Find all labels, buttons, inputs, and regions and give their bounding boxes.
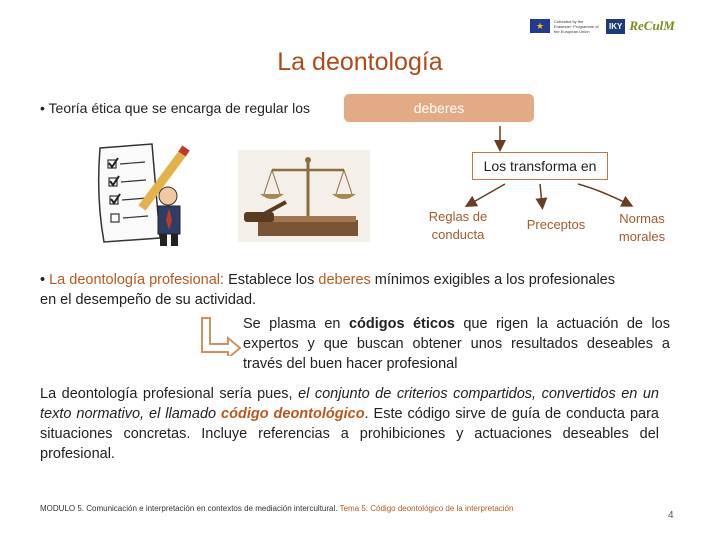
leaf-reglas-line2: conducta [431,227,485,242]
leaf-normas-line2: morales [618,229,666,244]
bullet-dot-2: • [40,272,50,288]
summary-code: código deontológico [221,406,365,422]
leaf-reglas-line1: Reglas de [428,209,488,224]
footer-module: MODULO 5. Comunicación e interpretación en contextos de mediación intercultural. [40,504,340,513]
bullet-profesional-post: mínimos exigibles a los profesionales [370,272,615,288]
iky-logo: IKY [606,19,625,34]
summary-paragraph [40,384,659,464]
bullet-definition-text: Teoría ética que se encarga de regular los [48,100,311,116]
bullet-profesional-deberes: deberes [318,272,371,288]
eu-flag-icon: ★ [530,19,550,33]
page-number: 4 [668,510,674,521]
bullet-profesional-pre: Establece los [224,272,319,288]
transforma-box: Los transforma en [472,152,608,180]
summary-post: . Este código sirve de guía de conducta para situaciones concretas. Incluye referencias a prohibiciones y actuaciones deseables del profesional. [40,406,659,462]
arrow-to-reglas [470,184,505,204]
leaf-reglas [420,208,496,244]
justice-scale-icon [238,150,370,242]
bullet-dot: • [40,100,49,116]
codigos-paragraph [243,314,670,374]
slide-title: La deontología [277,48,443,76]
arrow-to-normas [578,184,628,204]
eu-cofunded-text: Cofunded by the Erasmus+ Programme of the European Union [554,18,599,34]
arrow-to-preceptos [540,184,542,204]
leaf-preceptos-line1: Preceptos [526,217,586,232]
codigos-bold: códigos éticos [348,316,455,332]
bullet-profesional-line1 [40,270,690,290]
recult-logo: ReCulM [629,18,675,33]
codigos-pre: Se plasma en [243,316,349,332]
bullet-profesional-line2: en el desempeño de su actividad. [40,292,257,308]
summary-pre: La deontología profesional sería pues, [40,386,299,402]
slide-footer [40,504,513,513]
leaf-preceptos [516,216,596,234]
bullet-profesional [40,270,690,310]
checklist-person-icon [90,138,200,248]
bullet-profesional-highlight: La deontología profesional: [49,272,225,288]
footer-tema: Tema 5: Código deontológico de la interpretación [339,504,514,513]
deberes-box: deberes [344,94,534,122]
leaf-normas [606,210,678,246]
l-arrow-icon [198,316,244,356]
summary-italic: el conjunto de criterios compartidos, convertidos en un texto normativo, el llamado [40,386,659,422]
codigos-post: que rigen la actuación de los expertos y que buscan obtener unos resultados deseables a través del buen hacer profesional [243,316,670,372]
leaf-normas-line1: Normas [619,211,665,226]
